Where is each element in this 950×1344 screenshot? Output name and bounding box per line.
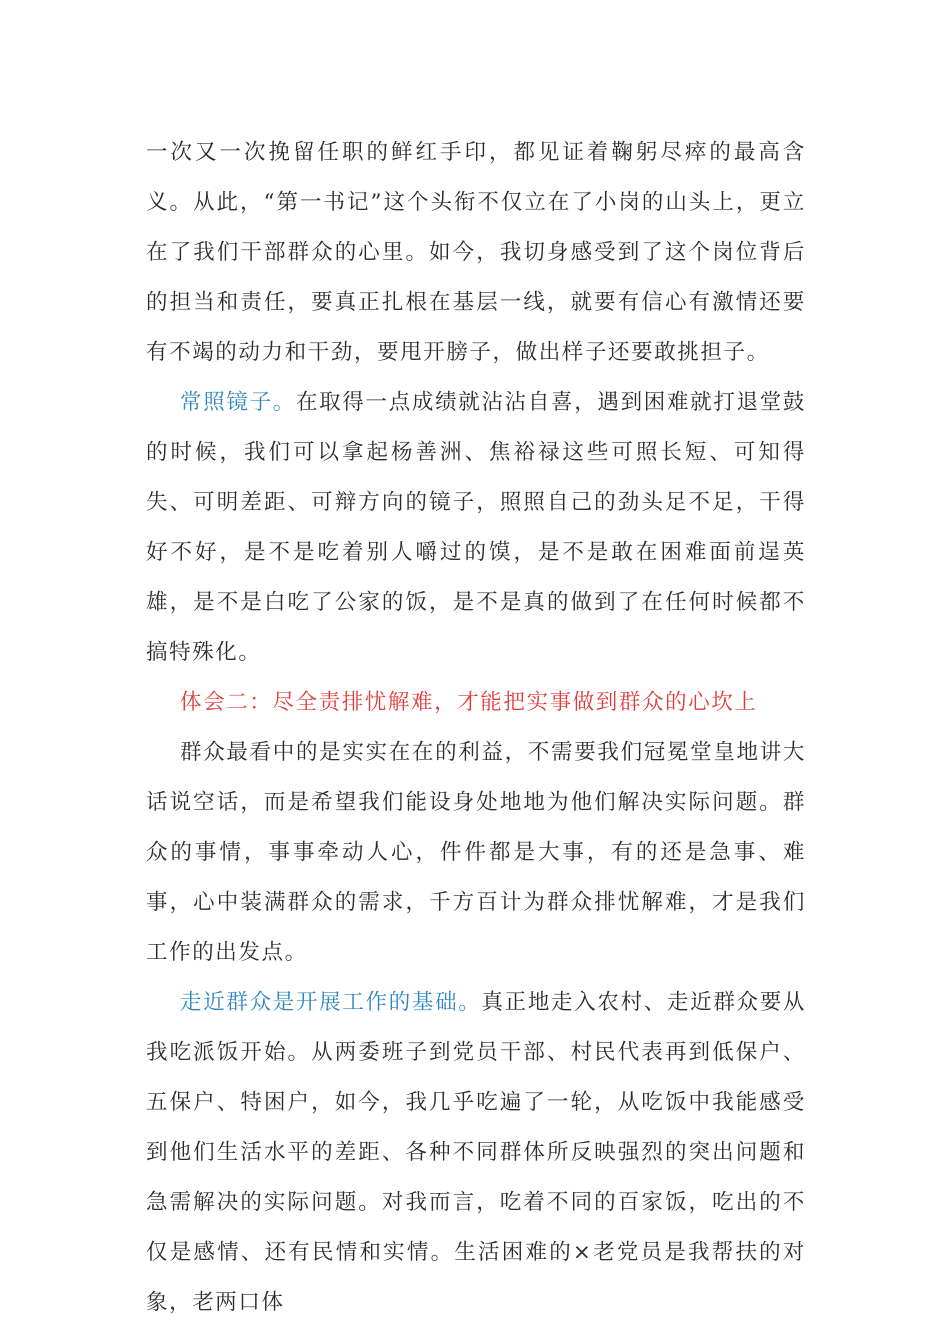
- document-body: [146, 128, 806, 1328]
- paragraph-text: 一次又一次挽留任职的鲜红手印，都见证着鞠躬尽瘁的最高含义。从此，“第一书记”这个头衔不仅立在了小岗的山头上，更立在了我们干部群众的心里。如今，我切身感受到了这个岗位背后的担当和责任，要真正扎根在基层一线，就要有信心有激情还要有不竭的动力和干劲，要甩开膀子，做出样子还要敢挑担子。: [146, 140, 806, 365]
- paragraph-text: 真正地走入农村、走近群众要从我吃派饭开始。从两委班子到党员干部、村民代表再到低保户、五保户、特困户，如今，我几乎吃遍了一轮，从吃饭中我能感受到他们生活水平的差距、各种不同群体所反映强烈的突出问题和急需解决的实际问题。对我而言，吃着不同的百家饭，吃出的不仅是感情、还有民情和实情。生活困难的×老党员是我帮扶的对象，老两口体: [146, 990, 806, 1315]
- paragraph-text: 在取得一点成绩就沾沾自喜，遇到困难就打退堂鼓的时候，我们可以拿起杨善洲、焦裕禄这些可照长短、可知得失、可明差距、可辩方向的镜子，照照自己的劲头足不足，干得好不好，是不是吃着别人嚼过的馍，是不是敢在困难面前逞英雄，是不是白吃了公家的饭，是不是真的做到了在任何时候都不搞特殊化。: [146, 390, 806, 665]
- section-heading: [146, 678, 806, 728]
- paragraph-lead-phrase: 走近群众是开展工作的基础。: [180, 990, 482, 1015]
- paragraph-approach-masses: [146, 978, 806, 1328]
- paragraph-continuation: [146, 128, 806, 378]
- section-heading-text: 体会二：尽全责排忧解难，才能把实事做到群众的心坎上: [180, 690, 758, 715]
- paragraph-mirror: [146, 378, 806, 678]
- paragraph-lead-phrase: 常照镜子。: [180, 390, 296, 415]
- paragraph-text: 群众最看中的是实实在在的利益，不需要我们冠冕堂皇地讲大话说空话，而是希望我们能设身处地地为他们解决实际问题。群众的事情，事事牵动人心，件件都是大事，有的还是急事、难事，心中装满群众的需求，千方百计为群众排忧解难，才是我们工作的出发点。: [146, 740, 806, 965]
- paragraph-benefits: [146, 728, 806, 978]
